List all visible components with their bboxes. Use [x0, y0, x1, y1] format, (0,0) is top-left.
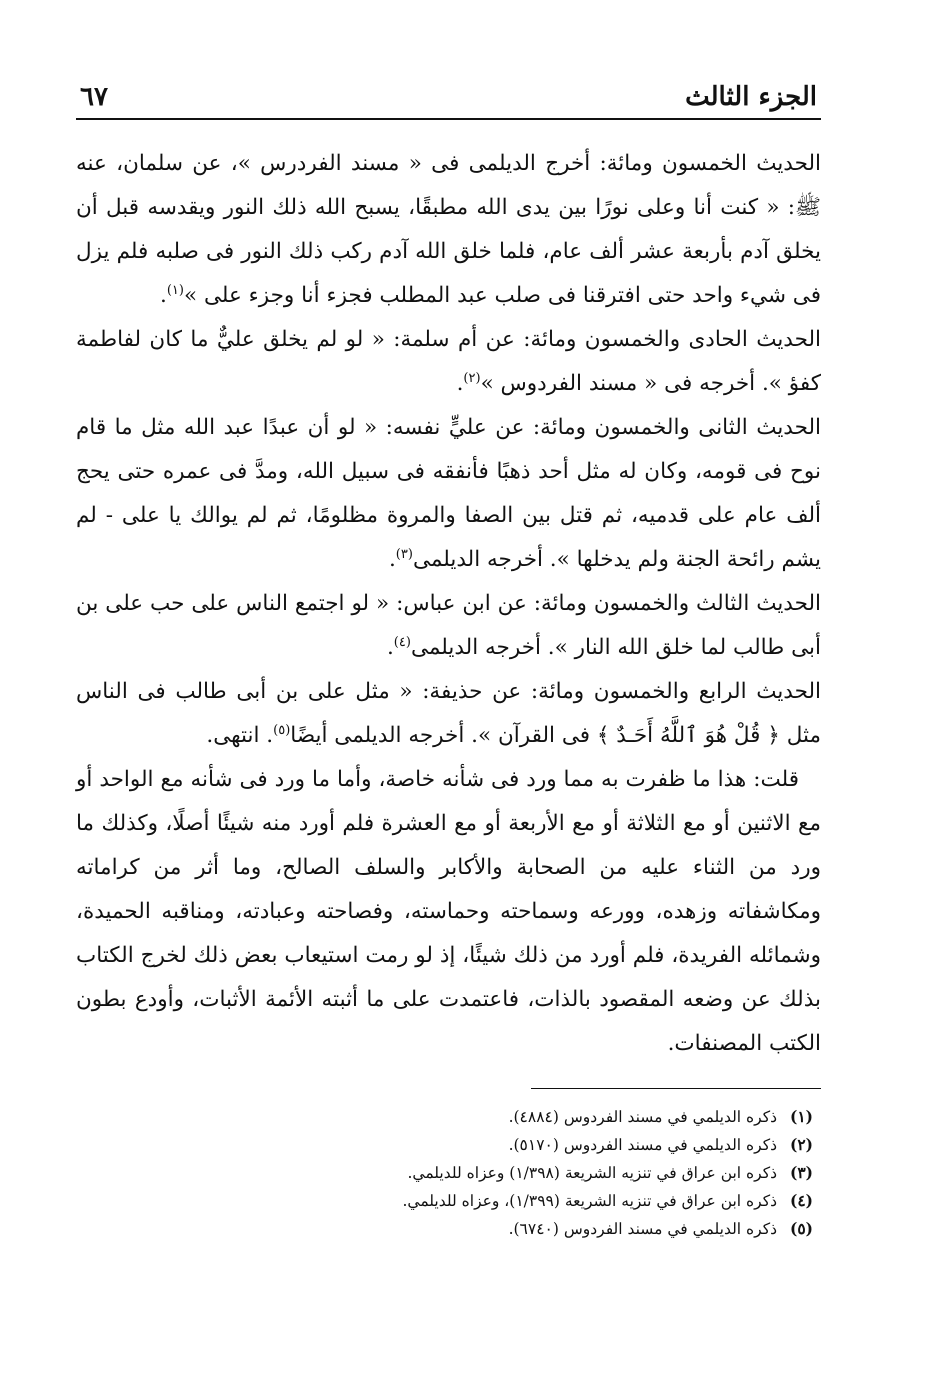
paragraph-tail: .	[456, 371, 464, 396]
paragraph-hadith-152	[76, 406, 821, 582]
footnote-item	[76, 1187, 821, 1215]
footnote-ref: (١)	[166, 282, 184, 298]
footnote-item	[76, 1159, 821, 1187]
footnote-ref: (٥)	[273, 722, 291, 738]
footnote-number: (٤)	[789, 1191, 813, 1210]
paragraph-author-note	[76, 758, 821, 1066]
paragraph-hadith-154	[76, 670, 821, 758]
footnote-divider	[531, 1088, 821, 1089]
footnote-text: ذكره الديلمي في مسند الفردوس (٤٨٨٤).	[508, 1108, 777, 1126]
paragraph-hadith-153	[76, 582, 821, 670]
running-header	[76, 66, 821, 120]
footnote-ref: (٢)	[463, 370, 481, 386]
footnote-text: ذكره الديلمي في مسند الفردوس (٦٧٤٠).	[508, 1220, 777, 1238]
footnote-item	[76, 1131, 821, 1159]
book-part-title: الجزء الثالث	[685, 82, 817, 112]
footnote-text: ذكره ابن عراق في تنزيه الشريعة (١/٣٩٩)، وعزاه للديلمي.	[402, 1192, 777, 1210]
footnote-number: (١)	[789, 1107, 813, 1126]
footnote-text: ذكره الديلمي في مسند الفردوس (٥١٧٠).	[508, 1136, 777, 1154]
book-page	[76, 66, 821, 1380]
paragraph-hadith-151	[76, 318, 821, 406]
paragraph-text: الحديث الثالث والخمسون ومائة: عن ابن عباس: « لو اجتمع الناس على حب على بن أبى طالب لما خلق الله النار ». أخرجه الديلمى	[76, 591, 821, 660]
page-number: ٦٧	[80, 82, 108, 112]
footnotes-list	[76, 1103, 821, 1243]
paragraph-tail: .	[388, 547, 396, 572]
footnote-item	[76, 1103, 821, 1131]
paragraph-tail: . انتهى.	[206, 723, 274, 748]
paragraph-hadith-150	[76, 142, 821, 318]
paragraph-text: قلت: هذا ما ظفرت به مما ورد فى شأنه خاصة، وأما ما ورد فى شأنه مع الواحد أو مع الاثنين أو مع الثلاثة أو مع الأربعة أو مع العشرة فلم أورد منه شيئًا أصلًا، وكذلك ما ورد من الثناء عليه من الصحابة والأكابر والسلف الصالح، وما أثر من كراماته ومكاشفاته وزهده، وورعه وسماحته وحماسته، وفصاحته وعبادته، ومناقبه الحميدة، وشمائله الفريدة، فلم أورد من ذلك شيئًا، إذ لو رمت استيعاب بعض ذلك لخرج الكتاب بذلك عن وضعه المقصود بالذات، فاعتمدت على ما أثبته الأئمة الأثبات، وأودع بطون الكتب المصنفات.	[76, 767, 821, 1056]
paragraph-tail: .	[386, 635, 394, 660]
footnote-number: (٢)	[789, 1135, 813, 1154]
footnote-text: ذكره ابن عراق في تنزيه الشريعة (١/٣٩٨) وعزاه للديلمي.	[407, 1164, 777, 1182]
main-text	[76, 142, 821, 1066]
footnote-number: (٣)	[789, 1163, 813, 1182]
paragraph-text: الحديث الثانى والخمسون ومائة: عن عليٍّ نفسه: « لو أن عبدًا عبد الله مثل ما قام نوح فى قومه، وكان له مثل أحد ذهبًا فأنفقه فى سبيل الله، ومدَّ فى عمره حتى يحج ألف عام على قدميه، ثم قتل بين الصفا والمروة مظلومًا، ثم لم يوالك يا على - لم يشم رائحة الجنة ولم يدخلها ». أخرجه الديلمى	[76, 415, 821, 572]
footnote-ref: (٣)	[395, 546, 413, 562]
footnote-number: (٥)	[789, 1219, 813, 1238]
footnote-item	[76, 1215, 821, 1243]
paragraph-tail: .	[159, 283, 167, 308]
paragraph-text: الحديث الرابع والخمسون ومائة: عن حذيفة: « مثل على بن أبى طالب فى الناس مثل ﴿ قُلْ هُوَ ٱللَّهُ أَحَـدٌ ﴾ فى القرآن ». أخرجه الديلمى أيضًا	[76, 679, 821, 748]
footnote-ref: (٤)	[393, 634, 411, 650]
paragraph-text: الحديث الحادى والخمسون ومائة: عن أم سلمة: « لو لم يخلق عليٌّ ما كان لفاطمة كفؤ ». أخرجه فى « مسند الفردوس »	[76, 327, 821, 396]
paragraph-text: الحديث الخمسون ومائة: أخرج الديلمى فى « مسند الفردرس »، عن سلمان، عنه ﷺ: « كنت أنا وعلى نورًا بين يدى الله مطبقًا، يسبح الله ذلك النور ويقدسه قبل أن يخلق آدم بأربعة عشر ألف عام، فلما خلق الله آدم ركب ذلك النور فى صلبه فلم يزل فى شيء واحد حتى افترقنا فى صلب عبد المطلب فجزء أنا وجزء على »	[76, 151, 821, 308]
